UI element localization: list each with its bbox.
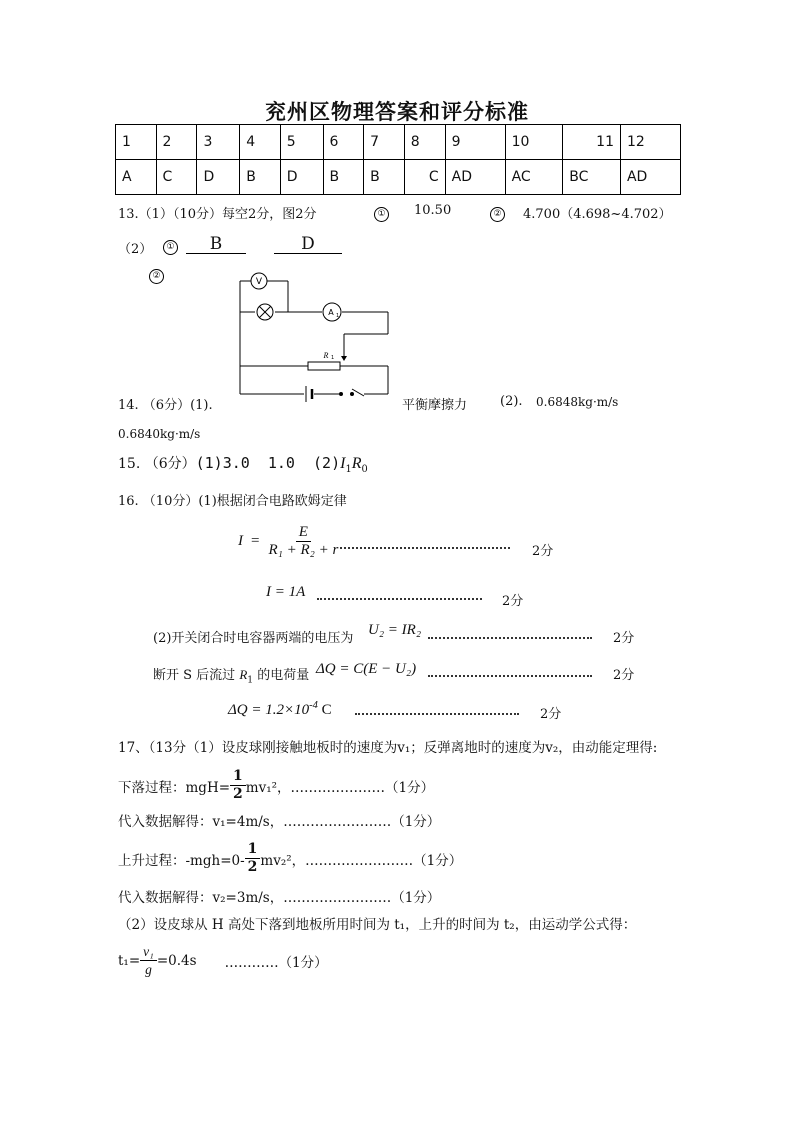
q16-score-3: 2分 xyxy=(613,631,635,646)
q16-eq1: I = $\frac{E}{\text{R₁ + R₂ + r}}$ xyxy=(238,524,341,559)
q16-eq3: U₂ = IR₂ xyxy=(368,622,422,638)
battery-icon xyxy=(306,386,312,402)
table-cell: 12 xyxy=(620,125,680,160)
q16-eq5-b: C xyxy=(317,702,332,718)
circle-two-icon: ② xyxy=(490,207,505,222)
page-title: 兖州区物理答案和评分标准 xyxy=(265,99,529,124)
table-cell: 1 xyxy=(116,125,157,160)
q14-value1: 0.6848kg·m/s xyxy=(536,395,619,409)
table-cell: 8 xyxy=(404,125,445,160)
circle-two-icon: ② xyxy=(149,269,164,284)
q16-eq5-exponent: -4 xyxy=(309,700,318,711)
q15-label: 15. （6分） xyxy=(118,456,196,472)
q17-fall-a: 下落过程：mgH= xyxy=(118,779,231,796)
q17-t1-denominator: g xyxy=(145,962,152,977)
table-cell: B xyxy=(364,160,405,195)
q16-line4-r-sub: 1 xyxy=(247,675,254,686)
answer-table xyxy=(115,124,681,195)
q16-part2-text: (2)开关闭合时电容器两端的电压为 xyxy=(153,631,354,646)
table-cell: 6 xyxy=(323,125,364,160)
table-cell: AC xyxy=(505,160,563,195)
q17-rise-numerator: 1 xyxy=(245,841,261,859)
q15-symbol-r-sub: 0 xyxy=(361,463,368,475)
q17-rise-b: mv₂²，……………………（1分） xyxy=(260,852,463,869)
ammeter-label: A xyxy=(328,308,334,317)
circle-one-icon: ① xyxy=(374,207,389,222)
table-cell: AD xyxy=(445,160,505,195)
q17-rise-a: 上升过程：-mgh=0- xyxy=(118,852,245,869)
q16-line4-text-a: 断开 S 后流过 xyxy=(153,668,240,683)
table-cell: 9 xyxy=(445,125,505,160)
table-cell: 11 xyxy=(563,125,621,160)
q17-t1-b: =0.4s xyxy=(156,952,197,969)
q14-part2: (2). xyxy=(500,394,523,409)
table-cell: C xyxy=(156,160,197,195)
table-cell: 3 xyxy=(197,125,240,160)
q17-t1-dots: …………（1分） xyxy=(224,954,328,971)
q16-score-1: 2分 xyxy=(532,544,554,559)
q16-leader-1 xyxy=(340,547,510,549)
q16-eq1-fraction xyxy=(265,524,341,559)
q13-value2: 4.700（4.698~4.702） xyxy=(523,207,672,222)
q17-fall-denominator: 2 xyxy=(233,786,243,802)
q15-line xyxy=(118,453,368,475)
q16-line4-text-b: 的电荷量 xyxy=(253,668,310,683)
q14-label: 14. （6分）(1). xyxy=(118,398,213,413)
q16-score-5: 2分 xyxy=(540,707,562,722)
q17-t1-numerator: v₁ xyxy=(140,943,157,961)
q17-rise xyxy=(118,841,462,876)
q13-blank1: B xyxy=(186,235,246,254)
q17-t1-a: t₁= xyxy=(118,952,141,969)
q14-friction: 平衡摩擦力 xyxy=(402,398,468,413)
q17-fall xyxy=(118,768,434,803)
q17-rise-fraction xyxy=(245,841,261,876)
q16-score-2: 2分 xyxy=(502,594,524,609)
voltmeter-label: V xyxy=(255,277,263,287)
q16-eq1-denominator: R₁ + R₂ + r xyxy=(268,542,339,558)
q17-rise-denominator: 2 xyxy=(247,859,258,875)
q17-t1-fraction xyxy=(140,943,157,978)
q16-line4 xyxy=(153,664,309,686)
ammeter-icon xyxy=(323,303,341,321)
table-cell: C xyxy=(404,160,445,195)
q16-score-4: 2分 xyxy=(613,668,635,683)
table-cell: AD xyxy=(620,160,680,195)
table-cell: 10 xyxy=(505,125,563,160)
q17-fall-numerator: 1 xyxy=(230,768,246,786)
ammeter-subscript: 1 xyxy=(336,313,340,319)
q16-leader-5 xyxy=(355,713,519,715)
table-cell: 5 xyxy=(280,125,323,160)
q13-blank2: D xyxy=(274,235,342,254)
q16-eq4: ΔQ = C(E − U₂) xyxy=(316,661,417,677)
resistor-subscript: 1 xyxy=(331,355,335,361)
q13-label: 13.（1）（10分）每空2分，图2分 xyxy=(118,207,317,222)
table-cell: 7 xyxy=(364,125,405,160)
circle-one-icon: ① xyxy=(163,240,178,255)
q13-value1: 10.50 xyxy=(414,203,452,218)
lamp-icon xyxy=(257,304,273,320)
q17-fall-fraction xyxy=(230,768,246,803)
q16-line4-r: R xyxy=(239,667,248,682)
table-cell: B xyxy=(323,160,364,195)
table-row-numbers xyxy=(116,125,681,160)
q16-label: 16. （10分）(1)根据闭合电路欧姆定律 xyxy=(118,494,347,509)
q16-eq1-numerator: E xyxy=(296,524,311,542)
q13-part2-label: （2） xyxy=(118,242,153,257)
q17-part2: （2）设皮球从 H 高处下落到地板所用时间为 t₁，上升的时间为 t₂，由运动学公式得： xyxy=(118,917,637,933)
q16-leader-3 xyxy=(428,637,592,639)
table-cell: BC xyxy=(563,160,621,195)
voltmeter-icon xyxy=(251,273,267,289)
q14-value2: 0.6840kg·m/s xyxy=(118,427,201,441)
table-cell: 4 xyxy=(240,125,281,160)
q15-symbol-i: I xyxy=(340,455,346,472)
table-cell: 2 xyxy=(156,125,197,160)
q15-symbol-r: R xyxy=(351,455,362,472)
q16-eq2: I = 1A xyxy=(266,584,306,600)
table-row-answers xyxy=(116,160,681,195)
q15-answer: (1)3.0 1.0 (2) xyxy=(195,454,341,472)
q17-intro: 17、（13分（1）设皮球刚接触地板时的速度为v₁；反弹离地时的速度为v₂，由动能定理得: xyxy=(118,740,658,756)
q17-t1 xyxy=(118,943,328,978)
switch-icon xyxy=(339,392,354,396)
table-cell: D xyxy=(280,160,323,195)
q17-sub2: 代入数据解得：v₂=3m/s，……………………（1分） xyxy=(118,890,441,906)
table-cell: A xyxy=(116,160,157,195)
table-cell: B xyxy=(240,160,281,195)
table-cell: D xyxy=(197,160,240,195)
q13-part1 xyxy=(118,203,317,222)
q15-symbol-i-sub: 1 xyxy=(345,463,352,475)
q17-fall-b: mv₁²，…………………（1分） xyxy=(245,779,435,796)
resistor-label: R xyxy=(323,351,329,360)
q16-eq5-a: ΔQ = 1.2×10 xyxy=(228,702,310,718)
q16-eq5 xyxy=(228,700,332,719)
circuit-diagram xyxy=(230,262,400,412)
q16-leader-2 xyxy=(317,598,482,600)
q16-eq1-lhs: I xyxy=(238,533,243,549)
rheostat-icon xyxy=(308,351,347,370)
q17-sub1: 代入数据解得：v₁=4m/s，……………………（1分） xyxy=(118,814,441,830)
q16-leader-4 xyxy=(428,675,592,677)
